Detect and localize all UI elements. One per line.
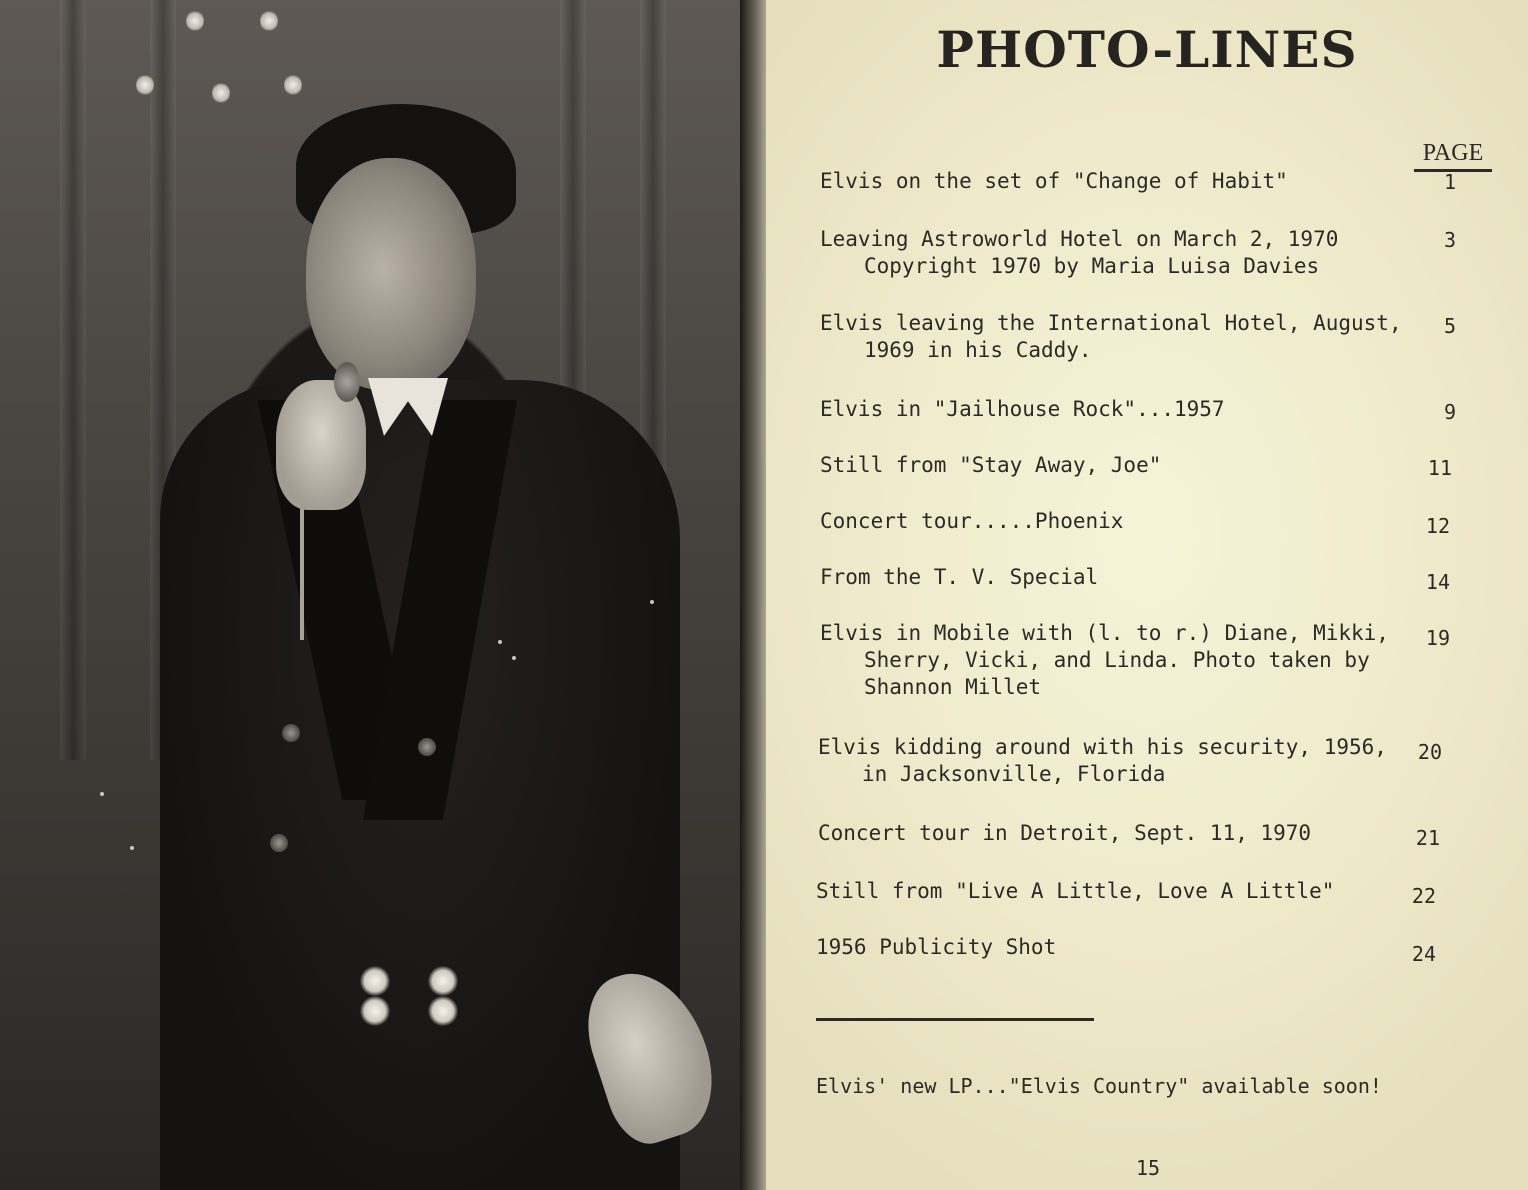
lp-announcement: Elvis' new LP..."Elvis Country" available soon! (816, 1074, 1382, 1098)
photo-line-entry (820, 508, 1460, 535)
photo-line-caption: Elvis in "Jailhouse Rock"...1957 (820, 397, 1225, 421)
photo-line-caption: Still from "Stay Away, Joe" (820, 453, 1162, 477)
photo-line-page-number: 1 (1443, 170, 1456, 194)
photo-line-caption: Elvis kidding around with his security, 1956, (818, 735, 1387, 759)
sparkle (498, 640, 502, 644)
suit-button (282, 724, 300, 742)
photo-line-caption: Elvis in Mobile with (l. to r.) Diane, Mikki, (820, 621, 1389, 645)
photo-line-page-number: 9 (1443, 400, 1456, 424)
photo-line-caption: Copyright 1970 by Maria Luisa Davies (864, 254, 1320, 278)
sparkle (650, 600, 654, 604)
photo-line-caption: Leaving Astroworld Hotel on March 2, 1970 (820, 227, 1339, 251)
photo-line-caption: 1969 in his Caddy. (864, 338, 1092, 362)
photo-line-caption: Concert tour.....Phoenix (820, 509, 1124, 533)
photo-line-entry (820, 226, 1460, 280)
suit-button (270, 834, 288, 852)
photo-line-page-number: 22 (1411, 884, 1436, 908)
photo-line-caption: 1956 Publicity Shot (816, 935, 1057, 959)
photo-line-caption: Shannon Millet (864, 675, 1042, 699)
page-number: 15 (1136, 1156, 1161, 1180)
sparkle (100, 792, 104, 796)
photo-line-entry (820, 452, 1460, 479)
photo-line-page-number: 19 (1425, 626, 1450, 650)
divider-rule (816, 1018, 1094, 1021)
spotlight (428, 996, 458, 1026)
photo-line-page-number: 21 (1415, 826, 1440, 850)
photo-line-page-number: 3 (1443, 228, 1456, 252)
stage-light (136, 74, 154, 96)
sparkle (130, 846, 134, 850)
photo-line-caption: Sherry, Vicki, and Linda. Photo taken by (864, 648, 1370, 672)
page-title: PHOTO-LINES (936, 20, 1358, 79)
microphone (334, 362, 360, 402)
photo-line-entry (816, 934, 1456, 961)
photo-line-caption: Still from "Live A Little, Love A Little" (816, 879, 1335, 903)
spotlight (428, 966, 458, 996)
singer-face (306, 158, 476, 390)
photo-line-page-number: 5 (1443, 314, 1456, 338)
photo-line-caption: Elvis on the set of "Change of Habit" (820, 169, 1288, 193)
photo-line-entry (820, 310, 1460, 364)
photo-line-caption: in Jacksonville, Florida (862, 762, 1166, 786)
spotlight (360, 966, 390, 996)
photo-line-entry (820, 168, 1460, 195)
photo-line-page-number: 20 (1417, 740, 1442, 764)
photo-line-entry (818, 820, 1458, 847)
photograph (0, 0, 752, 1190)
curtain-fold (60, 0, 86, 760)
photo-line-caption: Concert tour in Detroit, Sept. 11, 1970 (818, 821, 1312, 845)
photo-line-page-number: 12 (1425, 514, 1450, 538)
microphone-cord (300, 500, 304, 640)
stage-light (260, 10, 278, 32)
stage-light (284, 74, 302, 96)
photo-line-entry (820, 564, 1460, 591)
sparkle (512, 656, 516, 660)
photo-line-entry (818, 734, 1458, 788)
photo-line-page-number: 24 (1411, 942, 1436, 966)
stage-light (186, 10, 204, 32)
spotlight (360, 996, 390, 1026)
photo-line-caption: Elvis leaving the International Hotel, August, (820, 311, 1402, 335)
photo-line-entry (820, 396, 1460, 423)
photo-line-entry (816, 878, 1456, 905)
page-column-heading: PAGE (1414, 140, 1492, 172)
suit-button (418, 738, 436, 756)
photo-line-page-number: 14 (1425, 570, 1450, 594)
photo-line-caption: From the T. V. Special (820, 565, 1099, 589)
photo-line-page-number: 11 (1427, 456, 1452, 480)
photo-lines-page (766, 0, 1528, 1190)
stage-light (212, 82, 230, 104)
photo-line-entry (820, 620, 1460, 701)
